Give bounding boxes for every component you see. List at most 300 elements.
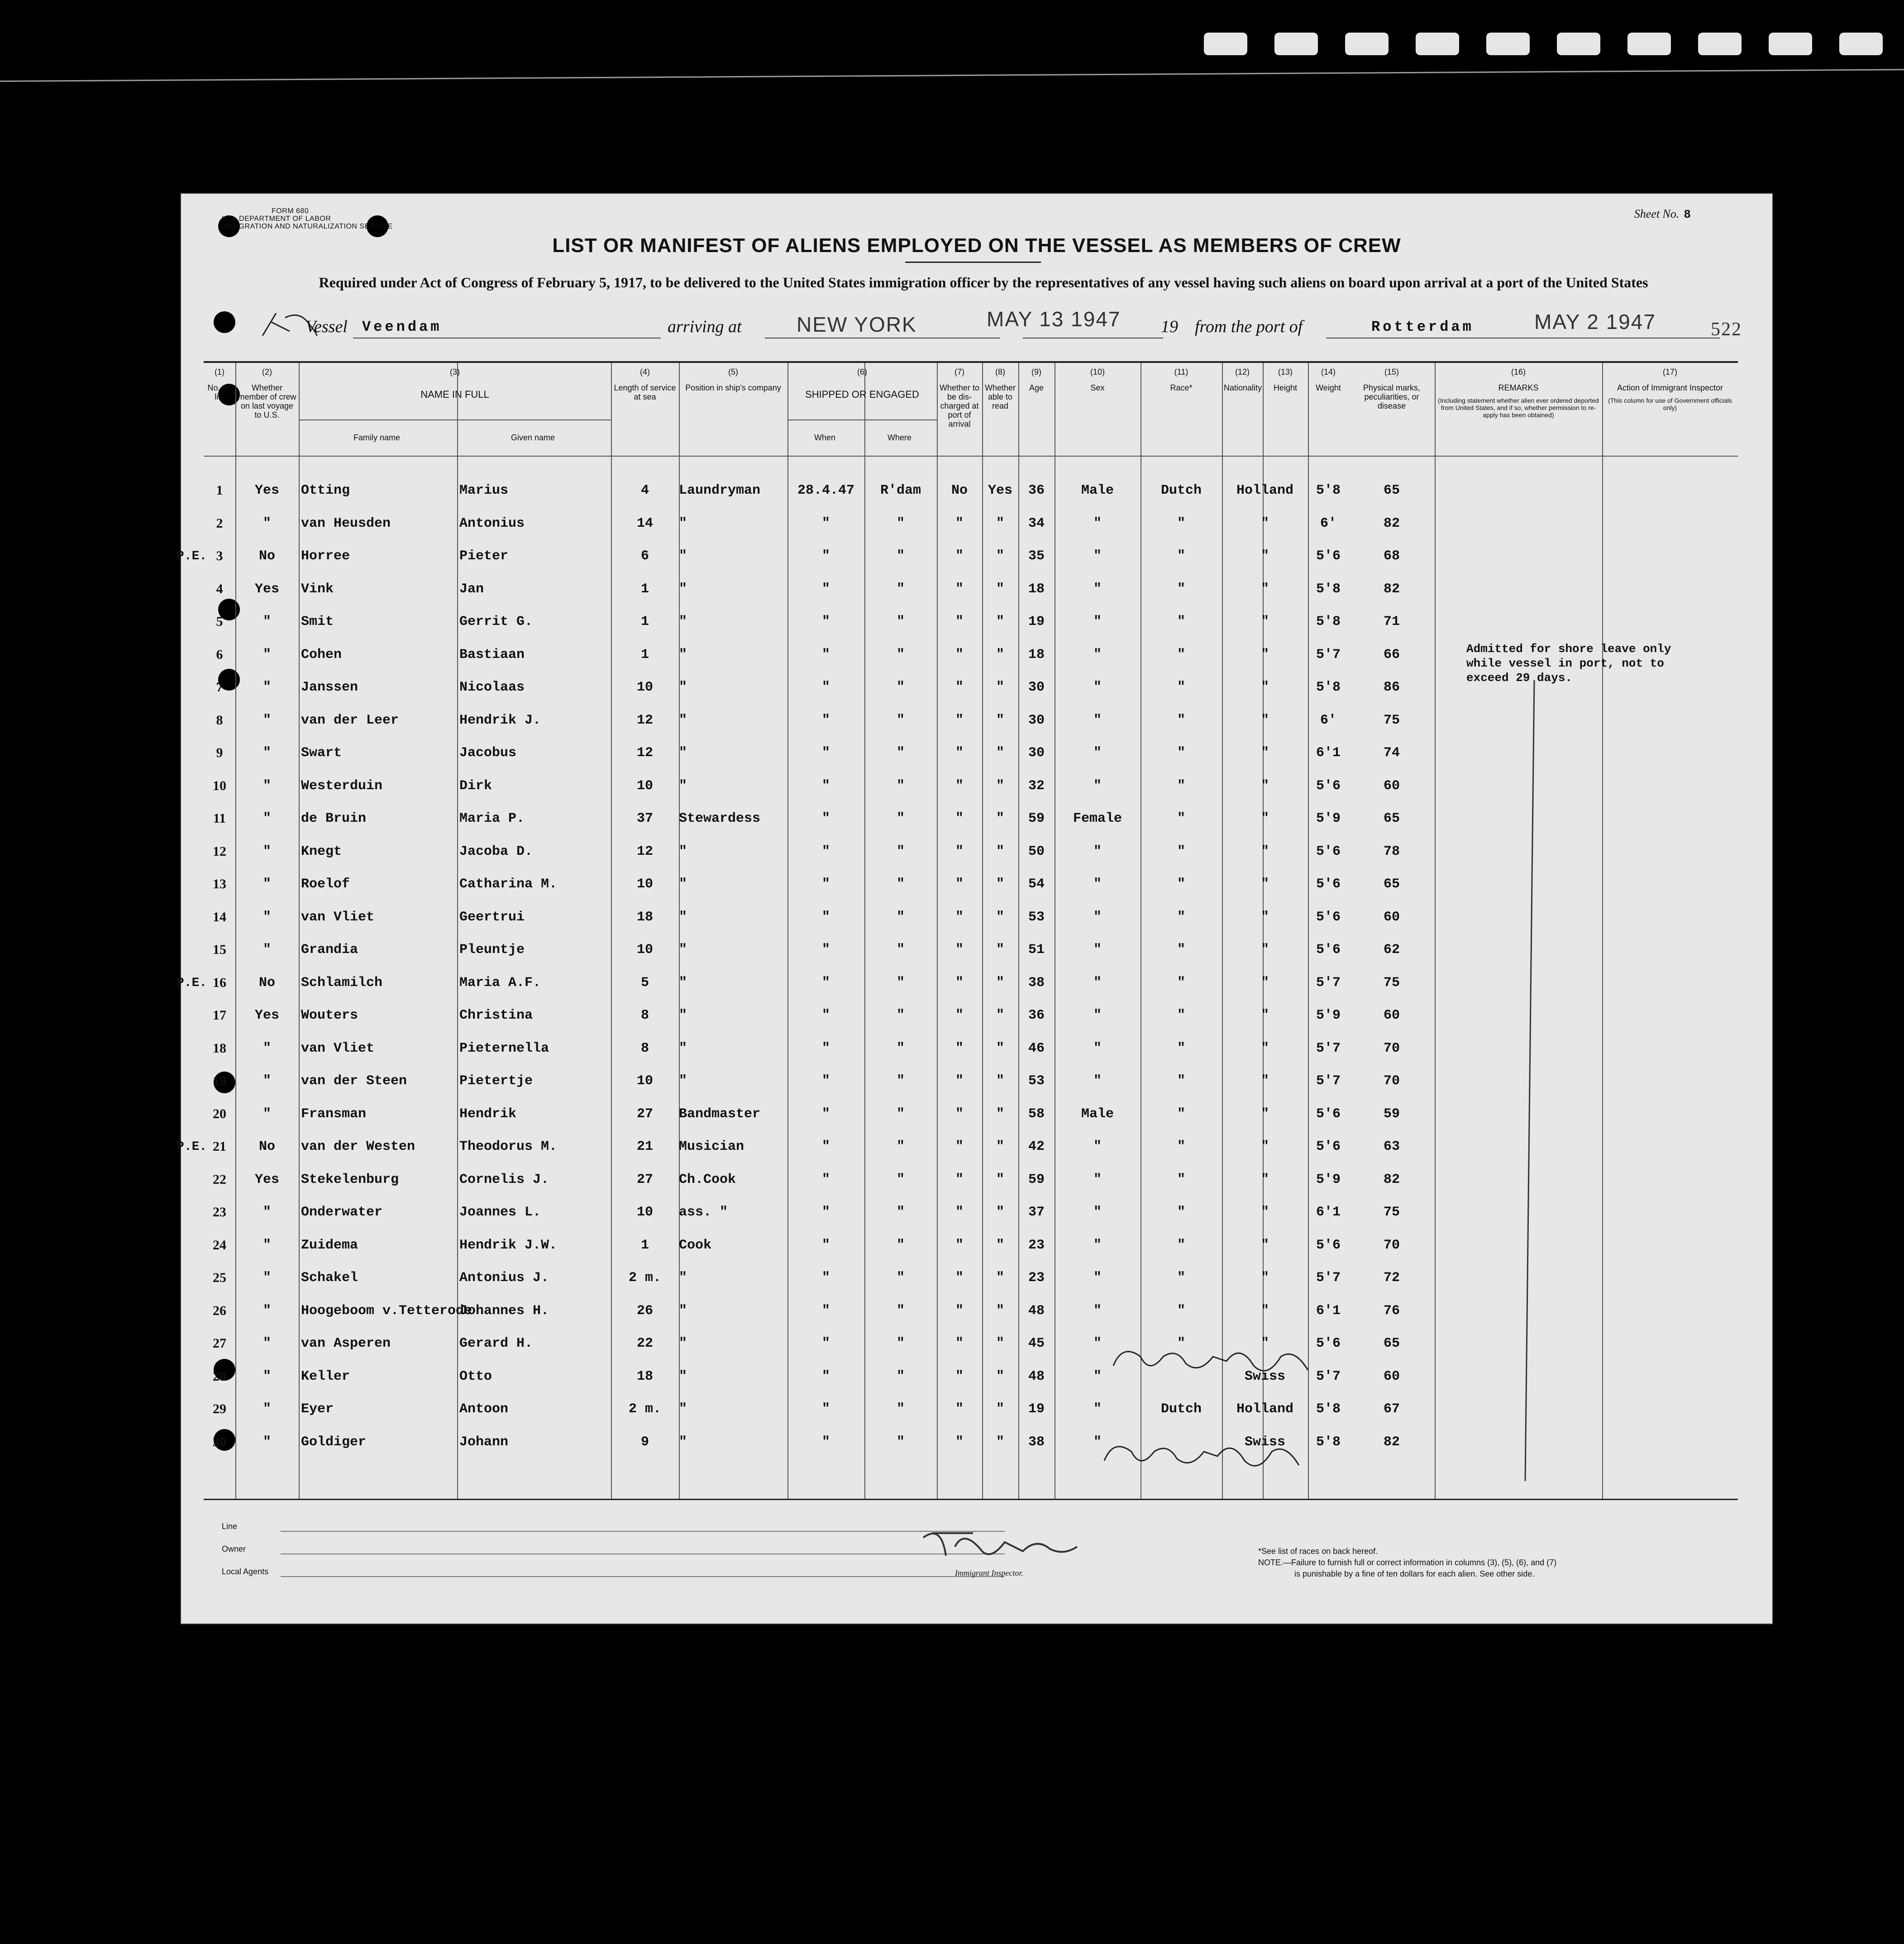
cell-where: ": [896, 1401, 905, 1417]
footer-owner-label: Owner: [222, 1544, 246, 1553]
cell-weight: 65: [1383, 877, 1400, 892]
cell-nationality: ": [1260, 745, 1269, 761]
cell-age: 38: [1028, 1434, 1045, 1450]
cell-given: Gerard H.: [459, 1336, 533, 1351]
cell-where: ": [896, 1368, 905, 1384]
cell-where: ": [896, 843, 905, 859]
cell-discharge: ": [955, 1303, 964, 1319]
cell-position: ": [679, 1073, 687, 1089]
cell-no: 13: [213, 877, 226, 891]
cell-where: ": [896, 680, 905, 695]
document-title: LIST OR MANIFEST OF ALIENS EMPLOYED ON THE VESSEL AS MEMBERS OF CREW: [552, 234, 1401, 257]
cell-no: 2: [216, 515, 223, 531]
cell-nationality: ": [1260, 712, 1269, 728]
column-number: (12): [1235, 367, 1250, 376]
cell-discharge: ": [955, 1205, 964, 1220]
cell-position: Ch.Cook: [679, 1172, 736, 1187]
cell-where: ": [896, 1073, 905, 1089]
cell-weight: 70: [1383, 1040, 1400, 1056]
cell-nationality: ": [1260, 975, 1269, 991]
cell-race: Dutch: [1160, 1401, 1202, 1417]
cell-height: 5'8: [1316, 1401, 1341, 1417]
cell-service: 1: [640, 647, 649, 662]
cell-age: 30: [1028, 745, 1045, 761]
cell-discharge: ": [955, 1270, 964, 1286]
cell-where: R'dam: [880, 483, 921, 498]
cell-discharge: ": [955, 1172, 964, 1187]
cell-service: 2 m.: [628, 1401, 661, 1417]
cell-weight: 60: [1383, 778, 1400, 794]
cell-race: ": [1177, 1139, 1185, 1154]
cell-sex: Female: [1073, 811, 1122, 826]
cell-height: 5'8: [1316, 581, 1341, 597]
from-port: Rotterdam: [1371, 319, 1474, 335]
table-row: [204, 1172, 1738, 1205]
cell-discharge: ": [955, 647, 964, 662]
column-number: (6): [857, 367, 867, 376]
scan-edge-line: [0, 69, 1904, 82]
pe-marker: P.E.: [177, 1140, 207, 1154]
cell-weight: 75: [1383, 975, 1400, 991]
cell-no: 8: [216, 712, 223, 728]
cell-read: ": [996, 1237, 1004, 1253]
cell-prev: ": [262, 1368, 271, 1384]
cell-when: ": [821, 712, 830, 728]
cell-read: ": [996, 778, 1004, 794]
cell-height: 5'8: [1316, 1434, 1341, 1450]
cell-family: Schakel: [301, 1270, 358, 1286]
cell-nationality: Swiss: [1244, 1434, 1285, 1450]
cell-discharge: No: [951, 483, 968, 498]
cell-age: 30: [1028, 680, 1045, 695]
column-header: SHIPPED OR ENGAGED: [805, 389, 919, 400]
cell-read: ": [996, 909, 1004, 925]
pe-marker: P.E.: [177, 976, 207, 990]
cell-prev: ": [262, 942, 271, 958]
cell-sex: ": [1093, 1368, 1102, 1384]
cell-age: 48: [1028, 1303, 1045, 1319]
cell-when: ": [821, 909, 830, 925]
cell-no: 1: [216, 483, 223, 498]
table-row: [204, 844, 1738, 877]
cell-read: ": [996, 1205, 1004, 1220]
cell-sex: ": [1093, 1237, 1102, 1253]
arriving-port-stamp: NEW YORK: [797, 313, 917, 336]
cell-prev: ": [262, 515, 271, 531]
remarks-stamp: Admitted for shore leave only while vessel in port, not to exceed 29 days.: [1466, 642, 1671, 685]
table-row: [204, 877, 1738, 909]
cell-service: 1: [640, 581, 649, 597]
cell-prev: ": [262, 712, 271, 728]
sheet-number-label: Sheet No.: [1634, 207, 1680, 220]
cell-race: ": [1177, 877, 1185, 892]
cell-read: ": [996, 680, 1004, 695]
cell-given: Christina: [459, 1008, 533, 1023]
cell-no: 11: [213, 811, 226, 826]
cell-read: ": [996, 647, 1004, 662]
cell-service: 22: [636, 1336, 653, 1351]
cell-when: ": [821, 811, 830, 826]
penalty-note: NOTE.—Failure to furnish full or correct information in columns (3), (5), (6), and (7): [1258, 1558, 1557, 1567]
column-number: (4): [640, 367, 650, 376]
table-row: [204, 1205, 1738, 1237]
cell-height: 5'9: [1316, 811, 1341, 826]
page-number: 522: [1711, 319, 1742, 340]
cell-height: 5'7: [1316, 1040, 1341, 1056]
cell-position: Cook: [679, 1237, 712, 1253]
cell-when: ": [821, 1434, 830, 1450]
cell-race: ": [1177, 745, 1185, 761]
cell-race: ": [1177, 647, 1185, 662]
cell-family: Hoogeboom v.Tetterode: [301, 1303, 472, 1319]
cell-age: 19: [1028, 614, 1045, 629]
cell-when: ": [821, 548, 830, 564]
column-header: Height: [1273, 383, 1298, 392]
arriving-label: arriving at: [668, 317, 742, 336]
column-header: Weight: [1316, 383, 1341, 392]
cell-family: Stekelenburg: [301, 1172, 399, 1187]
cell-no: 20: [213, 1106, 226, 1121]
footer-rule: [281, 1576, 1005, 1577]
cell-read: ": [996, 745, 1004, 761]
cell-where: ": [896, 745, 905, 761]
cell-age: 30: [1028, 712, 1045, 728]
cell-read: ": [996, 1401, 1004, 1417]
cell-where: ": [896, 877, 905, 892]
cell-no: 18: [213, 1040, 226, 1056]
cell-nationality: ": [1260, 548, 1269, 564]
cell-service: 6: [640, 548, 649, 564]
cell-sex: ": [1093, 1205, 1102, 1220]
cell-where: ": [896, 614, 905, 629]
cell-when: ": [821, 1237, 830, 1253]
cell-discharge: ": [955, 1139, 964, 1154]
cell-nationality: ": [1260, 1106, 1269, 1122]
sheet-number: [1634, 207, 1691, 221]
cell-when: ": [821, 515, 830, 531]
table-row: [204, 1369, 1738, 1401]
cell-height: 6'1: [1316, 745, 1341, 761]
cell-position: ": [679, 1008, 687, 1023]
cell-weight: 60: [1383, 1368, 1400, 1384]
table-row: [204, 1106, 1738, 1139]
cell-prev: Yes: [254, 1008, 279, 1023]
cell-height: 5'7: [1316, 1368, 1341, 1384]
cell-age: 36: [1028, 1008, 1045, 1023]
cell-height: 6': [1320, 712, 1336, 728]
cell-prev: ": [262, 877, 271, 892]
cell-age: 23: [1028, 1270, 1045, 1286]
column-header: REMARKS: [1498, 383, 1539, 392]
cell-where: ": [896, 811, 905, 826]
cell-where: ": [896, 1040, 905, 1056]
cell-prev: ": [262, 745, 271, 761]
cell-weight: 66: [1383, 647, 1400, 662]
cell-service: 12: [636, 745, 653, 761]
cell-nationality: ": [1260, 1073, 1269, 1089]
column-number: (17): [1662, 367, 1677, 376]
cell-sex: ": [1093, 581, 1102, 597]
cell-read: ": [996, 1172, 1004, 1187]
cell-position: ": [679, 647, 687, 662]
cell-height: 5'7: [1316, 647, 1341, 662]
cell-given: Antonius J.: [459, 1270, 549, 1286]
cell-nationality: ": [1260, 843, 1269, 859]
cell-prev: Yes: [254, 483, 279, 498]
table-row: [204, 516, 1738, 548]
cell-read: ": [996, 975, 1004, 991]
cell-service: 18: [636, 909, 653, 925]
cell-family: van Vliet: [301, 909, 375, 925]
cell-discharge: ": [955, 548, 964, 564]
cell-given: Johann: [459, 1434, 509, 1450]
column-header-note: (Including statement whether alien ever ordered deported from United States, and if so, whether permission to re-apply has been obtained): [1438, 397, 1599, 419]
cell-prev: ": [262, 680, 271, 695]
cell-no: 6: [216, 647, 223, 662]
table-row: [204, 581, 1738, 614]
cell-weight: 60: [1383, 1008, 1400, 1023]
cell-race: ": [1177, 1040, 1185, 1056]
table-row: [204, 713, 1738, 745]
cell-discharge: ": [955, 1106, 964, 1122]
penalty-note-cont: is punishable by a fine of ten dollars for each alien. See other side.: [1294, 1569, 1535, 1578]
cell-age: 37: [1028, 1205, 1045, 1220]
cell-service: 12: [636, 843, 653, 859]
cell-sex: ": [1093, 1336, 1102, 1351]
cell-no: 3: [216, 548, 223, 563]
inspector-label: Immigrant Inspector.: [955, 1568, 1023, 1577]
column-header: Age: [1029, 383, 1044, 392]
cell-given: Catharina M.: [459, 877, 558, 892]
cell-weight: 59: [1383, 1106, 1400, 1122]
cell-prev: ": [262, 1303, 271, 1319]
cell-discharge: ": [955, 942, 964, 958]
cell-family: Otting: [301, 483, 350, 498]
cell-weight: 60: [1383, 909, 1400, 925]
cell-age: 59: [1028, 811, 1045, 826]
cell-no: 25: [213, 1270, 226, 1285]
cell-no: 21: [213, 1139, 226, 1154]
cell-age: 46: [1028, 1040, 1045, 1056]
cell-nationality: ": [1260, 1008, 1269, 1023]
cell-family: van Vliet: [301, 1040, 375, 1056]
cell-prev: ": [262, 647, 271, 662]
column-number: (9): [1031, 367, 1041, 376]
cell-when: ": [821, 745, 830, 761]
cell-no: 22: [213, 1172, 226, 1187]
cell-age: 50: [1028, 843, 1045, 859]
cell-discharge: ": [955, 1336, 964, 1351]
cell-family: van der Leer: [301, 712, 399, 728]
cell-prev: ": [262, 843, 271, 859]
cell-weight: 70: [1383, 1237, 1400, 1253]
cell-given: Nicolaas: [459, 680, 525, 695]
cell-nationality: ": [1260, 1336, 1269, 1351]
cell-where: ": [896, 1336, 905, 1351]
cell-where: ": [896, 1008, 905, 1023]
cell-nationality: ": [1260, 680, 1269, 695]
cell-nationality: ": [1260, 909, 1269, 925]
cell-age: 19: [1028, 1401, 1045, 1417]
cell-prev: ": [262, 778, 271, 794]
cell-given: Jacobus: [459, 745, 517, 761]
document-subtitle: Required under Act of Congress of February 5, 1917, to be delivered to the United States immigration officer by the representatives of any vessel having such aliens on board upon arrival at a port of the United States: [319, 274, 1648, 291]
cell-sex: ": [1093, 942, 1102, 958]
cell-no: 5: [216, 614, 223, 629]
cell-position: ": [679, 942, 687, 958]
cell-age: 58: [1028, 1106, 1045, 1122]
cell-race: ": [1177, 712, 1185, 728]
cell-given: Dirk: [459, 778, 492, 794]
cell-weight: 62: [1383, 942, 1400, 958]
cell-family: Roelof: [301, 877, 350, 892]
cell-race: ": [1177, 515, 1185, 531]
cell-nationality: ": [1260, 778, 1269, 794]
crew-table: [177, 361, 1738, 1500]
cell-family: Smit: [301, 614, 334, 629]
cell-height: 6': [1320, 515, 1336, 531]
cell-family: van Asperen: [301, 1336, 391, 1351]
cell-when: ": [821, 877, 830, 892]
department: U.S. DEPARTMENT OF LABOR: [222, 215, 331, 223]
cell-position: ": [679, 581, 687, 597]
table-row: [204, 745, 1738, 778]
cell-age: 51: [1028, 942, 1045, 958]
cell-service: 10: [636, 1205, 653, 1220]
cell-when: ": [821, 1139, 830, 1154]
subheader-rule: [299, 419, 611, 420]
cell-discharge: ": [955, 1368, 964, 1384]
cell-nationality: ": [1260, 581, 1269, 597]
cell-sex: ": [1093, 975, 1102, 991]
cell-where: ": [896, 647, 905, 662]
cell-weight: 78: [1383, 843, 1400, 859]
cell-height: 6'1: [1316, 1205, 1341, 1220]
cell-position: ": [679, 778, 687, 794]
cell-nationality: ": [1260, 647, 1269, 662]
cell-family: Janssen: [301, 680, 358, 695]
cell-given: Pieter: [459, 548, 509, 564]
cell-no: 15: [213, 942, 226, 957]
cell-given: Bastiaan: [459, 647, 525, 662]
cell-race: ": [1177, 1106, 1185, 1122]
cell-prev: ": [262, 811, 271, 826]
cell-weight: 74: [1383, 745, 1400, 761]
cell-sex: ": [1093, 778, 1102, 794]
cell-prev: ": [262, 1040, 271, 1056]
cell-age: 23: [1028, 1237, 1045, 1253]
cell-given: Antoon: [459, 1401, 509, 1417]
table-row: [204, 1073, 1738, 1106]
cell-height: 5'6: [1316, 843, 1341, 859]
cell-position: ": [679, 909, 687, 925]
column-header: Sex: [1090, 383, 1105, 392]
cell-sex: ": [1093, 1040, 1102, 1056]
cell-no: 4: [216, 581, 223, 596]
departure-date-stamp: MAY 2 1947: [1534, 310, 1656, 334]
cell-family: Knegt: [301, 843, 342, 859]
cell-where: ": [896, 515, 905, 531]
cell-when: ": [821, 942, 830, 958]
cell-race: ": [1177, 811, 1185, 826]
cell-service: 27: [636, 1106, 653, 1122]
cell-no: 29: [213, 1401, 226, 1416]
cell-discharge: ": [955, 909, 964, 925]
cell-nationality: Holland: [1236, 1401, 1294, 1417]
cell-prev: No: [258, 975, 275, 991]
cell-discharge: ": [955, 712, 964, 728]
cell-nationality: ": [1260, 1205, 1269, 1220]
cell-prev: No: [258, 548, 275, 564]
cell-read: ": [996, 548, 1004, 564]
cell-when: ": [821, 843, 830, 859]
cell-service: 2 m.: [628, 1270, 661, 1286]
subheader-rule: [787, 419, 937, 420]
cell-prev: ": [262, 909, 271, 925]
cell-nationality: ": [1260, 1172, 1269, 1187]
cell-sex: ": [1093, 548, 1102, 564]
cell-race: ": [1177, 1303, 1185, 1319]
service: IMMIGRATION AND NATURALIZATION SERVICE: [222, 223, 393, 230]
cell-read: ": [996, 614, 1004, 629]
cell-race: ": [1177, 909, 1185, 925]
cell-service: 5: [640, 975, 649, 991]
column-number: (16): [1511, 367, 1526, 376]
cell-age: 35: [1028, 548, 1045, 564]
cell-position: ": [679, 975, 687, 991]
cell-prev: Yes: [254, 581, 279, 597]
cell-height: 5'6: [1316, 778, 1341, 794]
cell-family: Horree: [301, 548, 350, 564]
cell-prev: No: [258, 1139, 275, 1154]
cell-position: ": [679, 1270, 687, 1286]
cell-service: 10: [636, 778, 653, 794]
cell-given: Johannes H.: [459, 1303, 549, 1319]
cell-position: ": [679, 614, 687, 629]
cell-given: Hendrik: [459, 1106, 517, 1122]
cell-service: 10: [636, 877, 653, 892]
column-header: Length of service at sea: [614, 383, 676, 401]
cell-read: ": [996, 1073, 1004, 1089]
cell-discharge: ": [955, 975, 964, 991]
column-header: Position in ship's company: [685, 383, 781, 392]
cell-service: 21: [636, 1139, 653, 1154]
from-label: from the port of: [1195, 317, 1303, 336]
cell-no: 27: [213, 1336, 226, 1351]
cell-family: Fransman: [301, 1106, 367, 1122]
cell-given: Maria P.: [459, 811, 525, 826]
cell-family: Zuidema: [301, 1237, 358, 1253]
cell-service: 10: [636, 1073, 653, 1089]
cell-read: ": [996, 1040, 1004, 1056]
cell-prev: ": [262, 1073, 271, 1089]
cell-sex: ": [1093, 515, 1102, 531]
column-header: Whether to be dis-charged at port of arrival: [939, 383, 980, 429]
table-row: [204, 1303, 1738, 1336]
cell-weight: 71: [1383, 614, 1400, 629]
cell-weight: 65: [1383, 483, 1400, 498]
cell-position: ": [679, 1040, 687, 1056]
cell-where: ": [896, 1434, 905, 1450]
cell-race: ": [1177, 942, 1185, 958]
cell-read: ": [996, 1368, 1004, 1384]
column-header-note: (This column for use of Government officials only): [1608, 397, 1732, 411]
cell-weight: 68: [1383, 548, 1400, 564]
cell-when: ": [821, 1008, 830, 1023]
cell-family: Cohen: [301, 647, 342, 662]
cell-height: 5'9: [1316, 1008, 1341, 1023]
cell-race: ": [1177, 778, 1185, 794]
